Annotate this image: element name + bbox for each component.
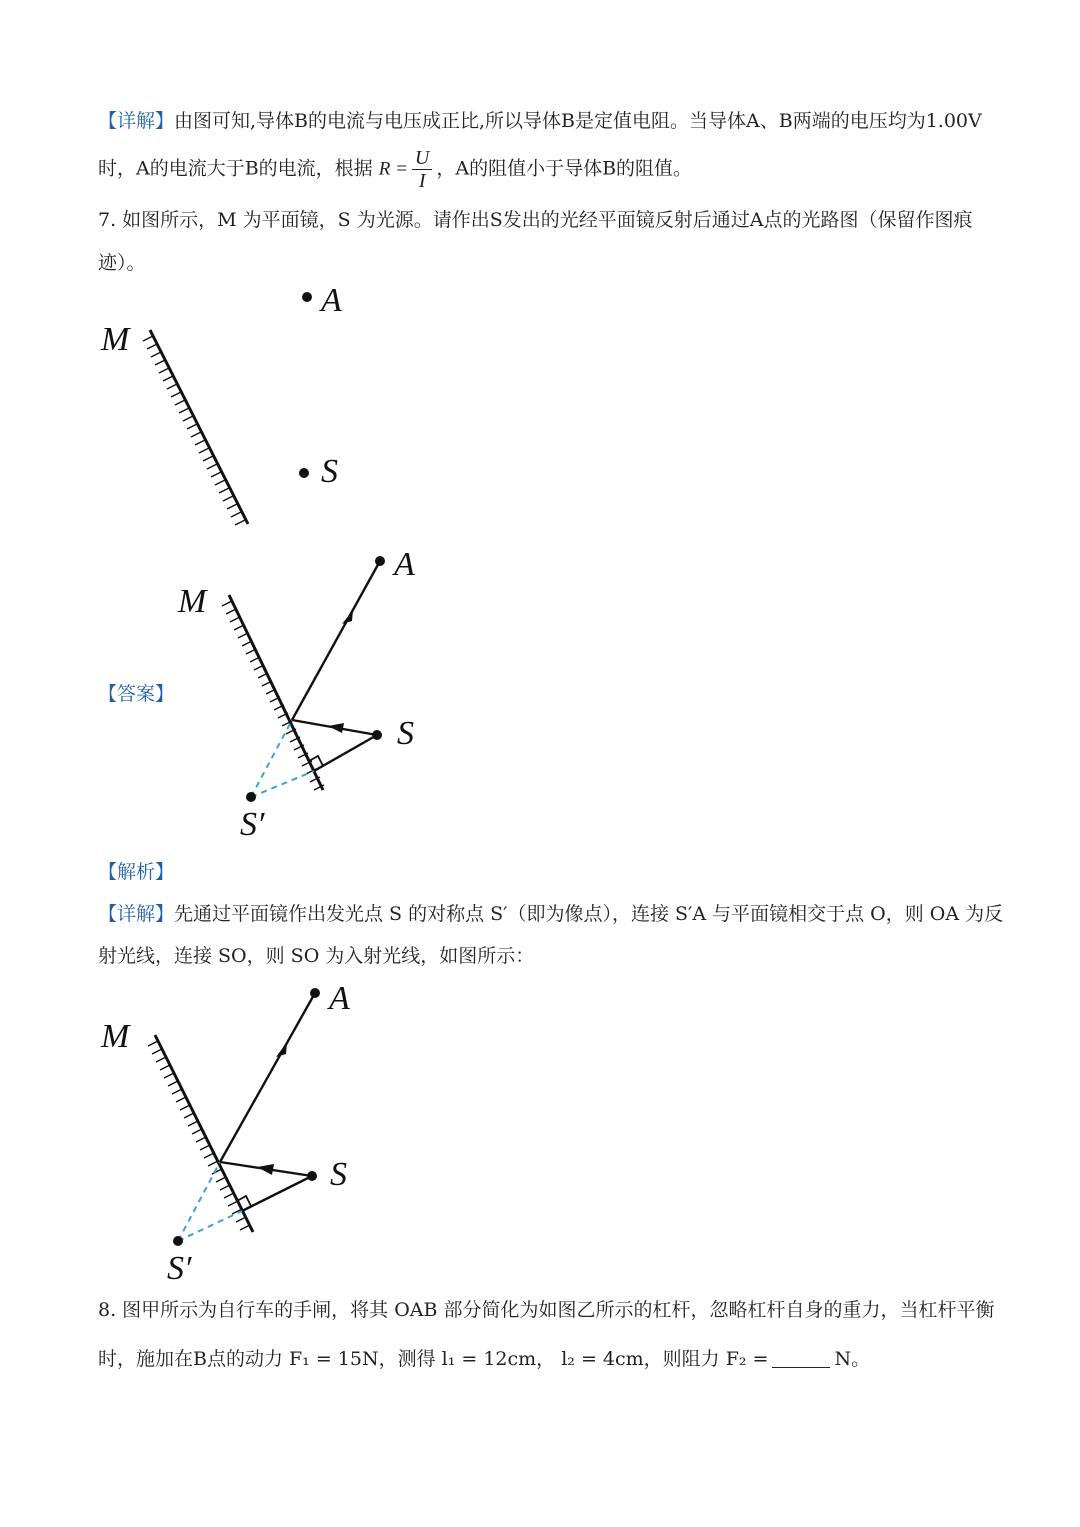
mirror-line bbox=[150, 330, 248, 524]
image-label: S′ bbox=[240, 806, 265, 843]
reflected-ray bbox=[292, 561, 380, 720]
point-a-label: A bbox=[394, 546, 415, 583]
mirror-label: M bbox=[101, 1018, 130, 1055]
formula-denominator: I bbox=[418, 170, 426, 192]
detail1-text: 由图可知,导体B的电流与电压成正比,所以导体B是定值电阻。当导体A、B两端的电压均为1.00V bbox=[174, 110, 982, 132]
formula-fraction bbox=[412, 147, 432, 192]
answer-blank[interactable] bbox=[772, 1367, 830, 1368]
image-point bbox=[246, 792, 256, 802]
question-figure bbox=[95, 280, 415, 540]
construction-line-sprime-foot bbox=[178, 1211, 242, 1241]
detail1-line1 bbox=[98, 108, 982, 134]
mirror-label: M bbox=[178, 583, 207, 620]
image-label: S′ bbox=[167, 1250, 192, 1287]
source-label: S bbox=[397, 715, 414, 752]
q8-text-a: 时，施加在B点的动力 F₁ = 15N，测得 l₁ = 12cm， l₂ = 4cm，则阻力 F₂ = bbox=[98, 1348, 769, 1370]
reflected-ray-arrow bbox=[276, 1042, 287, 1057]
point-a-label: A bbox=[321, 282, 342, 319]
point-a bbox=[302, 292, 312, 302]
answer-figure bbox=[170, 545, 450, 845]
analysis-tag: 【解析】 bbox=[98, 861, 175, 883]
source-point bbox=[372, 730, 382, 740]
q8-line2 bbox=[98, 1346, 870, 1372]
point-a bbox=[375, 556, 385, 566]
q8-line1: 8. 图甲所示为自行车的手闸，将其 OAB 部分简化为如图乙所示的杠杆，忽略杠杆自身的重力，当杠杆平衡 bbox=[98, 1299, 995, 1321]
source-point bbox=[299, 468, 309, 478]
q8-text-b: N。 bbox=[834, 1348, 871, 1370]
answer-tag: 【答案】 bbox=[98, 683, 175, 705]
formula-lhs: R = bbox=[378, 158, 408, 180]
construction-line-sprime-foot bbox=[251, 771, 314, 797]
detail-tag: 【详解】 bbox=[98, 903, 175, 925]
point-a-label: A bbox=[329, 980, 350, 1017]
source-label: S bbox=[330, 1156, 347, 1193]
detail1-text-a: 时，A的电流大于B的电流，根据 bbox=[98, 157, 373, 180]
source-label: S bbox=[321, 453, 338, 490]
formula-numerator: U bbox=[412, 147, 432, 170]
detail-tag: 【详解】 bbox=[98, 110, 175, 132]
construction-line-sprime-o bbox=[251, 720, 292, 797]
detail2-line1 bbox=[98, 901, 1003, 927]
incident-ray-arrow bbox=[257, 1164, 274, 1175]
point-a bbox=[310, 988, 320, 998]
source-point bbox=[307, 1171, 317, 1181]
incident-ray-arrow bbox=[328, 723, 344, 733]
analysis-figure bbox=[95, 980, 395, 1290]
detail1-line2 bbox=[98, 147, 692, 192]
q7-line2: 迹）。 bbox=[98, 252, 146, 274]
mirror-hatching bbox=[143, 336, 245, 525]
q7-line1: 7. 如图所示，M 为平面镜，S 为光源。请作出S发出的光经平面镜反射后通过A点的光路图（保留作图痕 bbox=[98, 209, 973, 231]
perpendicular-line bbox=[242, 1176, 312, 1211]
detail2-line2: 射光线，连接 SO，则 SO 为入射光线，如图所示： bbox=[98, 945, 535, 967]
reflected-ray bbox=[220, 993, 315, 1162]
detail1-text-b: ，A的阻值小于导体B的阻值。 bbox=[436, 157, 693, 180]
image-point bbox=[173, 1236, 183, 1246]
detail2-text: 先通过平面镜作出发光点 S 的对称点 S′（即为像点），连接 S′A 与平面镜相交于点 O，则 OA 为反 bbox=[174, 903, 1004, 925]
mirror-label: M bbox=[101, 321, 130, 358]
